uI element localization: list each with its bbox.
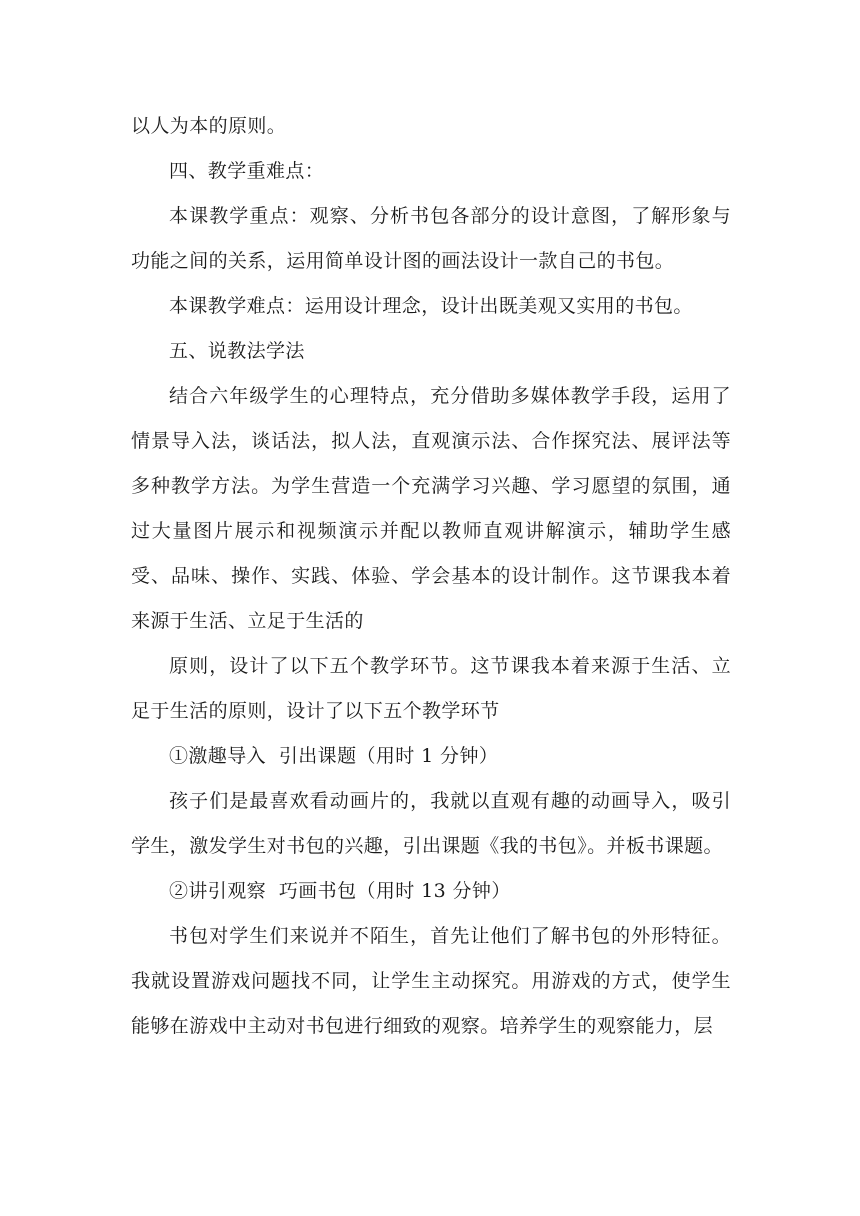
document-body xyxy=(131,104,731,1049)
heading-step-2: ②讲引观察 巧画书包（用时 13 分钟） xyxy=(169,880,511,902)
paragraph-teaching-steps: 原则，设计了以下五个教学环节。这节课我本着来源于生活、立足于生活的原则，设计了以下五个教学环节 xyxy=(131,655,731,722)
paragraph-step-1: 孩子们是最喜欢看动画片的，我就以直观有趣的动画导入，吸引学生，激发学生对书包的兴趣，引出课题《我的书包》。并板书课题。 xyxy=(131,790,731,857)
paragraph-difficult-points: 本课教学难点：运用设计理念，设计出既美观又实用的书包。 xyxy=(169,295,693,317)
heading-step-1: ①激趣导入 引出课题（用时 1 分钟） xyxy=(169,745,499,767)
paragraph-principle-end: 以人为本的原则。 xyxy=(131,115,287,137)
heading-teaching-key-points: 四、教学重难点： xyxy=(169,160,325,182)
heading-teaching-methods: 五、说教法学法 xyxy=(169,340,305,362)
paragraph-key-points: 本课教学重点：观察、分析书包各部分的设计意图，了解形象与功能之间的关系，运用简单设计图的画法设计一款自己的书包。 xyxy=(131,205,731,272)
paragraph-teaching-methods: 结合六年级学生的心理特点，充分借助多媒体教学手段，运用了情景导入法，谈话法，拟人法，直观演示法、合作探究法、展评法等多种教学方法。为学生营造一个充满学习兴趣、学习愿望的氛围，通过大量图片展示和视频演示并配以教师直观讲解演示，辅助学生感受、品味、操作、实践、体验、学会基本的设计制作。这节课我本着来源于生活、立足于生活的 xyxy=(131,385,731,632)
paragraph-step-2: 书包对学生们来说并不陌生，首先让他们了解书包的外形特征。我就设置游戏问题找不同，让学生主动探究。用游戏的方式，使学生能够在游戏中主动对书包进行细致的观察。培养学生的观察能力，层 xyxy=(131,925,731,1037)
